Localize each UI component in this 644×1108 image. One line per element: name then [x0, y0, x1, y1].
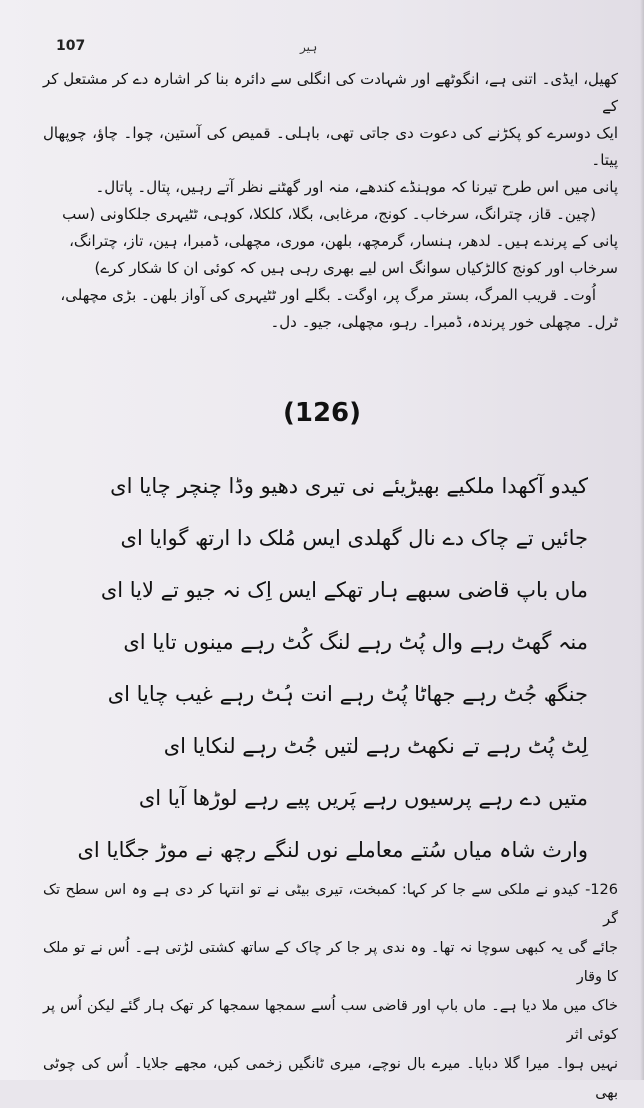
verse-line: منہ گھٹ رہے وال پُٹ رہے لنگ کُٹ رہے مینوں تایا ای [123, 630, 588, 654]
note-line: ایک دوسرے کو پکڑنے کی دعوت دی جاتی تھی، باہلی۔ قمیص کی آستین، چوا۔ چاؤ، چوپھال پیتا۔ [43, 124, 618, 169]
verse-line: متیں دے رہے پرسیوں رہے پَریں پیے رہے لوڑھا آیا ای [138, 786, 588, 810]
note-line: ٹرل۔ مچھلی خور پرندہ، ڈمبرا۔ رہو، مچھلی، جیو۔ دل۔ [270, 313, 618, 331]
footnote-line: جائے گی یہ کبھی سوچا نہ تھا۔ وہ ندی پر جا کر چاک کے ساتھ کشتی لڑتی ہے۔ اُس نے تو ملک کا وقار [43, 940, 618, 985]
glossary-notes [43, 66, 618, 336]
footnote-line: خاک میں ملا دیا ہے۔ ماں باپ اور قاضی سب اُسے سمجھا سمجھا کر تھک ہار گئے لیکن اُس پر کوئی اثر [43, 998, 618, 1043]
page-number: 107 [56, 38, 86, 54]
verse-line: جنگھ جُٹ رہے جھاٹا پُٹ رہے انت ہُٹ رہے غیب چایا ای [107, 682, 588, 706]
note-line: اُوت۔ قریب المرگ، بستر مرگ پر، اوگت۔ بگلے اور ٹٹیہری کی آواز بلھن۔ بڑی مچھلی، [60, 286, 596, 304]
footnote-line: 126- کیدو نے ملکی سے جا کر کہا: کمبخت، تیری بیٹی نے تو انتہا کر دی ہے وہ اس سطح تک گر [43, 882, 618, 927]
note-line: پانی میں اس طرح تیرنا کہ موہنڈے کندھے، منہ اور گھٹنے نظر آتے رہیں، پتال۔ پاتال۔ [95, 178, 618, 196]
verse-line: وارث شاہ میاں سُتے معاملے نوں لنگے رچھ نے موڑ جگایا ای [77, 838, 588, 862]
verse-line: لِٹ پُٹ رہے تے نکھٹ رہے لتیں جُٹ رہے لنکایا ای [163, 734, 588, 758]
page-edge-shadow [640, 0, 644, 1080]
prose-translation [43, 876, 618, 1108]
poem-stanza [68, 460, 588, 876]
verse-line: جائیں تے چاک دے نال گھلدی ایس مُلک دا ارتھ گوایا ای [120, 526, 588, 550]
note-line: پانی کے پرندے ہیں۔ لدھر، ہنسار، گرمچھ، بلھن، موری، مچھلی، ڈمبرا، ہین، تاز، چترانگ، [69, 232, 618, 250]
footnote-line: نہیں ہوا۔ میرا گلا دبایا۔ میرے بال نوچے، میری ٹانگیں زخمی کیں، مجھے جلایا۔ اُس کی چوٹی بھی [43, 1056, 618, 1101]
note-line: سرخاب اور کونج کالڑکیاں سوانگ اس لیے بھری رہی ہیں کہ کوئی ان کا شکار کرے) [94, 259, 618, 277]
verse-line: کیدو آکھدا ملکیے بھیڑیئے نی تیری دھیو وڈا چنچر چایا ای [110, 474, 588, 498]
running-head: ہیر [300, 40, 318, 54]
note-line: (چین۔ قاز، چترانگ، سرخاب۔ کونج، مرغابی، بگلا، کلکلا، کوہی، ٹٹیہری جلکاونی (سب [62, 205, 596, 223]
verse-line: ماں باپ قاضی سبھے ہار تھکے ایس اِک نہ جیو تے لایا ای [100, 578, 588, 602]
section-heading: (126) [282, 398, 362, 428]
note-line: کھیل، ایڈی۔ اتنی ہے، انگوٹھے اور شہادت کی انگلی سے دائرہ بنا کر اشارہ دے کر مشتعل کر کے [43, 70, 618, 115]
